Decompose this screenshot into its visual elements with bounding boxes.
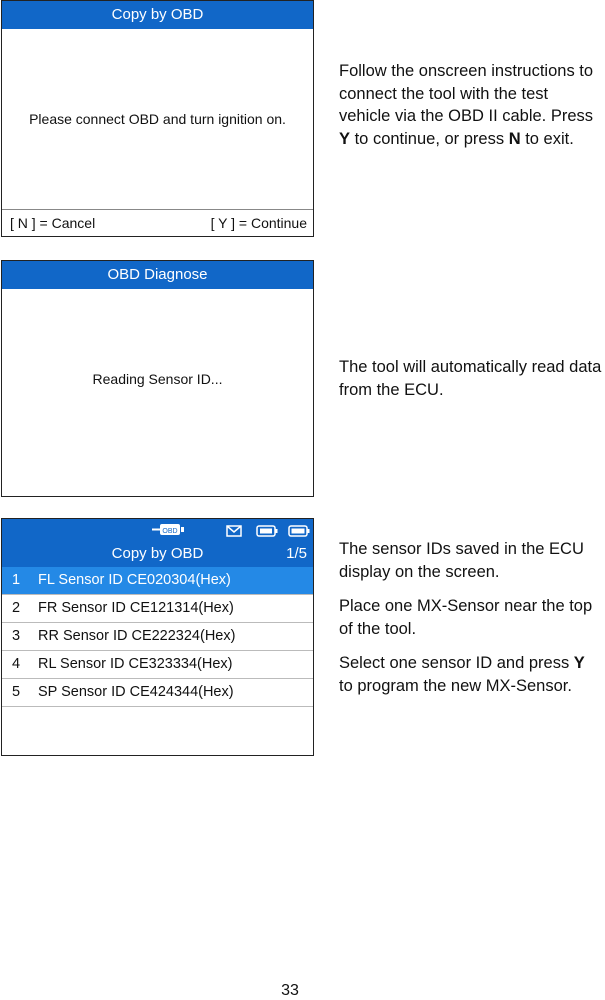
screen-title: OBD Diagnose (2, 261, 313, 289)
obd-icon-label: OBD (162, 528, 178, 535)
row-label: RR Sensor ID CE222324(Hex) (38, 628, 236, 644)
row-label: RL Sensor ID CE323334(Hex) (38, 656, 233, 672)
desc2-text: The tool will automatically read data from the ECU. (339, 358, 602, 399)
desc3-p3-b: to program the new MX-Sensor. (339, 676, 572, 695)
desc3-p2: Place one MX-Sensor near the top of the tool. (339, 597, 593, 638)
description-step-3 (339, 538, 603, 709)
list-header (2, 541, 313, 567)
desc1-text-b: to continue, or press (350, 129, 509, 148)
row-number: 3 (12, 628, 21, 644)
row-number: 1 (12, 572, 21, 588)
row-number: 4 (12, 656, 21, 672)
key-y: Y (573, 654, 585, 672)
obd-connection-icon (152, 523, 188, 536)
screen-footer (2, 209, 313, 236)
cancel-hint[interactable]: [ N ] = Cancel (10, 215, 96, 231)
reading-message: Reading Sensor ID... (92, 371, 223, 387)
battery-icon (256, 524, 278, 542)
mail-icon (226, 524, 242, 542)
desc1-text-a: Follow the onscreen instructions to connect the tool with the test vehicle via the OBD II cable. Press (339, 62, 594, 125)
row-label: FR Sensor ID CE121314(Hex) (38, 600, 234, 616)
connect-message: Please connect OBD and turn ignition on. (29, 111, 286, 127)
continue-hint[interactable]: [ Y ] = Continue (210, 215, 307, 231)
row-number: 2 (12, 600, 21, 616)
screen-copy-by-obd-connect (1, 0, 314, 237)
page-number: 33 (281, 982, 299, 999)
sensor-row-rl[interactable] (2, 651, 313, 679)
sensor-row-fr[interactable] (2, 595, 313, 623)
desc3-p3-a: Select one sensor ID and press (339, 654, 574, 672)
screen-title: Copy by OBD (111, 545, 204, 562)
row-label: SP Sensor ID CE424344(Hex) (38, 684, 234, 700)
screen-title: Copy by OBD (2, 1, 313, 29)
description-step-1 (339, 60, 603, 162)
desc3-p3 (339, 652, 603, 697)
row-label: FL Sensor ID CE020304(Hex) (38, 572, 231, 588)
screen-obd-diagnose (1, 260, 314, 497)
desc1-text-c: to exit. (520, 129, 574, 148)
sensor-row-rr[interactable] (2, 623, 313, 651)
sensor-row-fl[interactable] (2, 567, 313, 595)
key-y: Y (339, 129, 351, 148)
screen-sensor-list (1, 518, 314, 756)
page-indicator: 1/5 (286, 545, 307, 562)
sensor-list (2, 567, 313, 707)
description-step-2 (339, 356, 603, 413)
key-n: N (508, 129, 521, 148)
desc3-p1: The sensor IDs saved in the ECU display on the screen. (339, 540, 584, 581)
charging-battery-icon (288, 524, 310, 542)
sensor-row-sp[interactable] (2, 679, 313, 707)
status-bar (2, 519, 313, 541)
row-number: 5 (12, 684, 21, 700)
